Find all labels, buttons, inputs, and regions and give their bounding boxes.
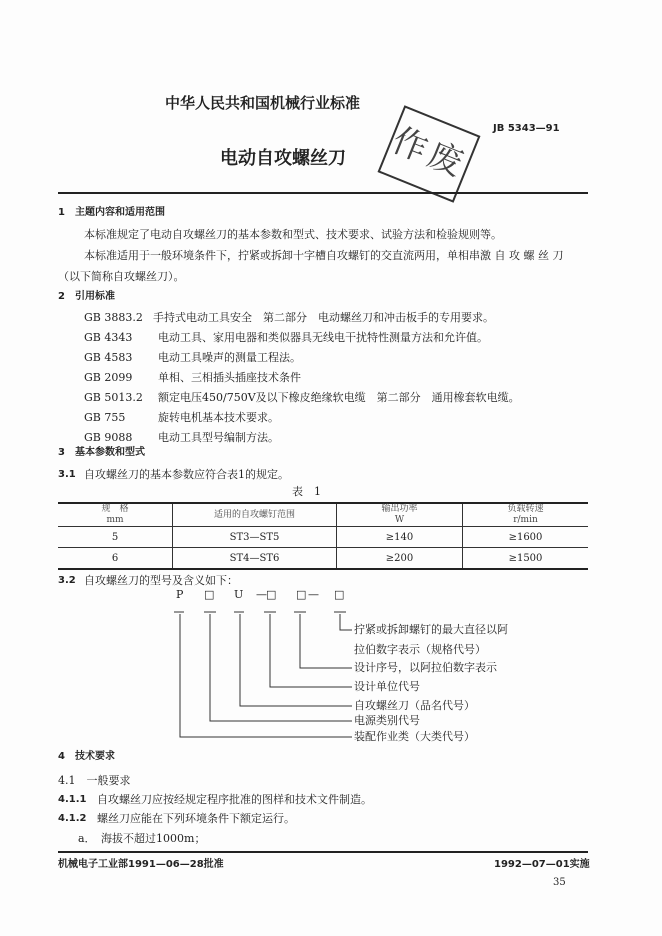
model-part: — bbox=[256, 588, 267, 601]
ref-code: GB 4583 bbox=[84, 351, 133, 364]
clause-text: 自攻螺丝刀的基本参数应符合表1的规定。 bbox=[84, 468, 289, 481]
clause-number: 3.1 bbox=[58, 469, 76, 480]
list-item: a． 海拔不超过1000m； bbox=[78, 832, 206, 845]
cell: ≥200 bbox=[337, 548, 463, 570]
paragraph: 本标准适用于一般环境条件下，拧紧或拆卸十字槽自攻螺钉的交直流两用，单相串激 自 攻 螺 丝 刀 bbox=[84, 249, 564, 262]
clause-number: 4.1.1 bbox=[58, 794, 87, 805]
column-header: 输出功率 W bbox=[337, 503, 463, 527]
model-part: — bbox=[308, 588, 319, 601]
cell: ST4—ST6 bbox=[173, 548, 337, 570]
clause-text: 自攻螺丝刀应按经规定程序批准的图样和技术文件制造。 bbox=[97, 793, 372, 806]
ref-title: 单相、三相插头插座技术条件 bbox=[158, 371, 301, 384]
clause-text: 螺丝刀应能在下列环境条件下额定运行。 bbox=[97, 812, 295, 825]
ref-code: GB 2099 bbox=[84, 371, 133, 384]
legend-item: 设计单位代号 bbox=[354, 680, 420, 693]
legend-item: 装配作业类（大类代号） bbox=[354, 730, 475, 743]
section-1-heading: 1 主题内容和适用范围 bbox=[58, 207, 165, 218]
cell: ST3—ST5 bbox=[173, 527, 337, 548]
standard-code: JB 5343—91 bbox=[493, 123, 560, 134]
legend-item: 设计序号，以阿拉伯数字表示 bbox=[354, 661, 497, 674]
ref-code: GB 9088 bbox=[84, 431, 133, 444]
column-header: 规 格 mm bbox=[101, 504, 129, 525]
page-number: 35 bbox=[553, 877, 566, 888]
ref-code: GB 4343 bbox=[84, 331, 133, 344]
approval-date: 机械电子工业部1991—06—28批准 bbox=[58, 859, 224, 870]
obsolete-stamp: 作废 bbox=[377, 105, 480, 202]
legend-item: 自攻螺丝刀（品名代号） bbox=[354, 699, 475, 712]
cell: ≥1500 bbox=[463, 548, 589, 570]
paragraph: 本标准规定了电动自攻螺丝刀的基本参数和型式、技术要求、试验方法和检验规则等。 bbox=[84, 228, 502, 241]
ref-title: 电动工具型号编制方法。 bbox=[158, 431, 279, 444]
footer-rule bbox=[58, 851, 588, 853]
model-part: □ bbox=[266, 588, 277, 601]
model-part: U bbox=[234, 588, 244, 601]
clause-text: 自攻螺丝刀的型号及含义如下： bbox=[84, 574, 238, 587]
model-part: P bbox=[176, 588, 184, 601]
ref-title: 旋转电机基本技术要求。 bbox=[158, 411, 279, 424]
legend-item: 电源类别代号 bbox=[354, 714, 420, 727]
effective-date: 1992—07—01实施 bbox=[494, 859, 590, 870]
model-part: □ bbox=[204, 588, 215, 601]
cell: ≥1600 bbox=[463, 527, 589, 548]
column-header: 适用的自攻螺钉范围 bbox=[173, 503, 337, 527]
ref-title: 手持式电动工具安全 第二部分 电动螺丝刀和冲击板手的专用要求。 bbox=[153, 311, 494, 324]
section-3-heading: 3 基本参数和型式 bbox=[58, 447, 145, 458]
clause-number: 3.2 bbox=[58, 575, 76, 586]
model-part: □ bbox=[334, 588, 345, 601]
ref-code: GB 755 bbox=[84, 411, 126, 424]
model-part: □ bbox=[296, 588, 307, 601]
legend-item: 拧紧或拆卸螺钉的最大直径以阿 bbox=[354, 623, 508, 636]
cell: ≥140 bbox=[337, 527, 463, 548]
paragraph: （以下简称自攻螺丝刀）。 bbox=[58, 270, 185, 283]
ref-code: GB 5013.2 bbox=[84, 391, 143, 404]
legend-item: 拉伯数字表示（规格代号） bbox=[354, 643, 486, 656]
ref-title: 电动工具噪声的测量工程法。 bbox=[158, 351, 301, 364]
clause-number: 4.1.2 bbox=[58, 813, 87, 824]
clause-text: 4.1 一般要求 bbox=[58, 774, 131, 787]
table-caption: 表 1 bbox=[292, 485, 321, 498]
ref-title: 额定电压450/750V及以下橡皮绝缘软电缆 第二部分 通用橡套软电缆。 bbox=[158, 391, 520, 404]
ref-code: GB 3883.2 bbox=[84, 311, 143, 324]
ref-title: 电动工具、家用电器和类似器具无线电干扰特性测量方法和允许值。 bbox=[158, 331, 488, 344]
page-title: 电动自攻螺丝刀 bbox=[220, 148, 346, 169]
cell: 5 bbox=[111, 531, 119, 543]
section-4-heading: 4 技术要求 bbox=[58, 751, 115, 762]
section-2-heading: 2 引用标准 bbox=[58, 291, 115, 302]
issuing-body: 中华人民共和国机械行业标准 bbox=[165, 94, 361, 112]
column-header: 负载转速 r/min bbox=[463, 503, 589, 527]
cell: 6 bbox=[111, 552, 119, 564]
